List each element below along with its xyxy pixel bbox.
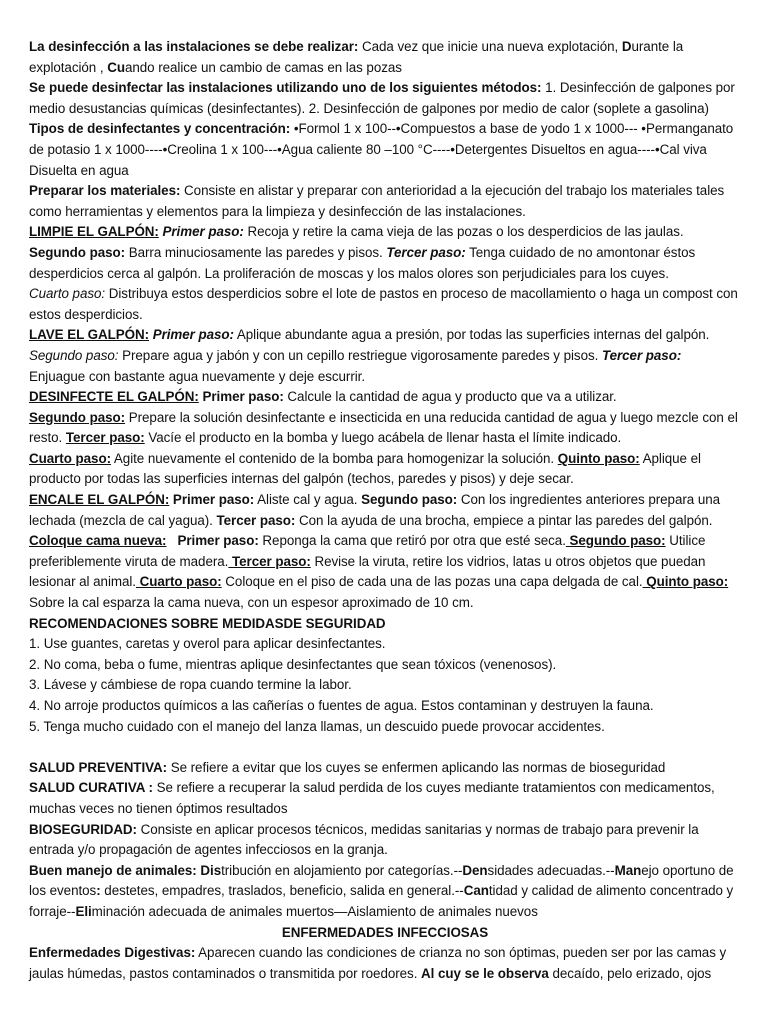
paragraph-when-to-disinfect: La desinfección a las instalaciones se debe realizar: Cada vez que inicie una nueva explotación, Durante la explotación , Cuando realice un cambio de camas en las pozas bbox=[29, 39, 684, 75]
paragraph-lave-1: LAVE EL GALPÓN: Primer paso: Aplique abundante agua a presión, por todas las superficies internas del galpón. bbox=[29, 327, 710, 343]
paragraph-encale: ENCALE EL GALPÓN: Primer paso: Aliste cal y agua. Segundo paso: Con los ingredientes anteriores prepara una lechada (mezcla de cal yagua). Tercer paso: Con la ayuda de una brocha, empiece a pintar las paredes del galpón. bbox=[29, 492, 721, 528]
paragraph-methods: Se puede desinfectar las instalaciones utilizando uno de los siguientes métodos: 1. Desinfección de galpones por medio desustancias químicas (desinfectantes). 2. Desinfección de galpones por medio de calor (soplete a gasolina) bbox=[29, 80, 735, 116]
heading-enfermedades: ENFERMEDADES INFECCIOSAS bbox=[281, 924, 489, 940]
blank-line bbox=[29, 737, 741, 758]
document-page bbox=[29, 37, 741, 984]
heading-desinfecte: DESINFECTE EL GALPÓN: bbox=[29, 389, 199, 405]
paragraph-limpie-1: LIMPIE EL GALPÓN: Primer paso: Recoja y retire la cama vieja de las pozas o los desperdicios de las jaulas. bbox=[29, 224, 684, 240]
paragraph-desinfecte-3: Cuarto paso: Agite nuevamente el contenido de la bomba para homogenizar la solución. Quinto paso: Aplique el producto por todas las superficies internas del galpón (techos, paredes y pisos) y deje secar. bbox=[29, 450, 701, 487]
heading-recomendaciones: RECOMENDACIONES SOBRE MEDIDASDE SEGURIDAD bbox=[29, 615, 386, 631]
paragraph-disinfectant-types: Tipos de desinfectantes y concentración: •Formol 1 x 100--•Compuestos a base de yodo 1 x 1000--- •Permanganato de potasio 1 x 1000----•Creolina 1 x 100---•Agua caliente 80 –100 °C----•Detergentes Disueltos en agua----•Cal viva Disuelta en agua bbox=[29, 121, 734, 178]
list-item: 3. Lávese y cámbiese de ropa cuando termine la labor. bbox=[29, 677, 352, 693]
paragraph-desinfecte-2: Segundo paso: Prepare la solución desinfectante e insecticida en una reducida cantidad de agua y luego mezcle con el resto. Tercer paso: Vacíe el producto en la bomba y luego acábela de llenar hasta el límite indicado. bbox=[29, 409, 738, 446]
paragraph-limpie-2: Segundo paso: Barra minuciosamente las paredes y pisos. Tercer paso: Tenga cuidado de no amontonar éstos desperdicios cerca al galpón. La proliferación de moscas y los malos olores son perjudiciales para los cuyes. bbox=[29, 244, 696, 281]
paragraph-prepare-materials: Preparar los materiales: Consiste en alistar y preparar con anterioridad a la ejecución del trabajo los materiales tales como herramientas y elementos para la limpieza y desinfección de las instalaciones. bbox=[29, 183, 725, 219]
list-item: 2. No coma, beba o fume, mientras aplique desinfectantes que sean tóxicos (venenosos). bbox=[29, 656, 557, 672]
paragraph-buen-manejo: Buen manejo de animales: Distribución en alojamiento por categorías.--Densidades adecuadas.--Manejo oportuno de los eventos: destetes, empadres, traslados, beneficio, salida en general.--Cantidad y calidad de alimento concentrado y forraje--Eliminación adecuada de animales muertos—Aislamiento de animales nuevos bbox=[29, 862, 734, 919]
label-when: La desinfección a las instalaciones se debe realizar: bbox=[29, 39, 359, 54]
label-prepare: Preparar los materiales: bbox=[29, 183, 181, 199]
heading-encale: ENCALE EL GALPÓN: bbox=[29, 492, 170, 508]
heading-coloque: Coloque cama nueva: bbox=[29, 533, 167, 549]
paragraph-salud-curativa: SALUD CURATIVA : Se refiere a recuperar la salud perdida de los cuyes mediante tratamientos con medicamentos, muchas veces no tienen óptimos resultados bbox=[29, 780, 715, 816]
paragraph-lave-2: Segundo paso: Prepare agua y jabón y con un cepillo restriegue vigorosamente paredes y pisos. Tercer paso: Enjuague con bastante agua nuevamente y deje escurrir. bbox=[29, 347, 682, 384]
heading-lave: LAVE EL GALPÓN: bbox=[29, 327, 150, 343]
heading-limpie: LIMPIE EL GALPÓN: bbox=[29, 224, 159, 240]
paragraph-limpie-3: Cuarto paso: Distribuya estos desperdicios sobre el lote de pastos en proceso de macollamiento o haga un compost con estos desperdicios. bbox=[29, 286, 738, 322]
paragraph-digestivas: Enfermedades Digestivas: Aparecen cuando las condiciones de crianza no son óptimas, pueden ser por las camas y jaulas húmedas, pastos contaminados o transmitida por roedores. Al cuy se le observa decaído, pelo erizado, ojos bbox=[29, 945, 727, 981]
label-methods: Se puede desinfectar las instalaciones utilizando uno de los siguientes métodos: bbox=[29, 80, 542, 96]
list-item: 5. Tenga mucho cuidado con el manejo del lanza llamas, un descuido puede provocar accidentes. bbox=[29, 718, 605, 734]
list-item: 1. Use guantes, caretas y overol para aplicar desinfectantes. bbox=[29, 636, 386, 652]
label-types: Tipos de desinfectantes y concentración: bbox=[29, 121, 291, 137]
paragraph-coloque: Coloque cama nueva: Primer paso: Reponga la cama que retiró por otra que esté seca. Segundo paso: Utilice preferiblemente viruta de madera. Tercer paso: Revise la viruta, retire los vidrios, latas u otros objetos que puedan lesionar al animal. Cuarto paso: Coloque en el piso de cada una de las pozas una capa delgada de cal. Quinto paso: Sobre la cal esparza la cama nueva, con un espesor aproximado de 10 cm. bbox=[29, 533, 729, 611]
list-item: 4. No arroje productos químicos a las cañerías o fuentes de agua. Estos contaminan y destruyen la fauna. bbox=[29, 698, 654, 713]
paragraph-desinfecte-1: DESINFECTE EL GALPÓN: Primer paso: Calcule la cantidad de agua y producto que va a utilizar. bbox=[29, 389, 617, 405]
paragraph-salud-preventiva: SALUD PREVENTIVA: Se refiere a evitar que los cuyes se enfermen aplicando las normas de bioseguridad bbox=[29, 759, 666, 775]
paragraph-bioseguridad: BIOSEGURIDAD: Consiste en aplicar procesos técnicos, medidas sanitarias y normas de trabajo para prevenir la entrada y/o propagación de agentes infecciosos en la granja. bbox=[29, 821, 699, 858]
